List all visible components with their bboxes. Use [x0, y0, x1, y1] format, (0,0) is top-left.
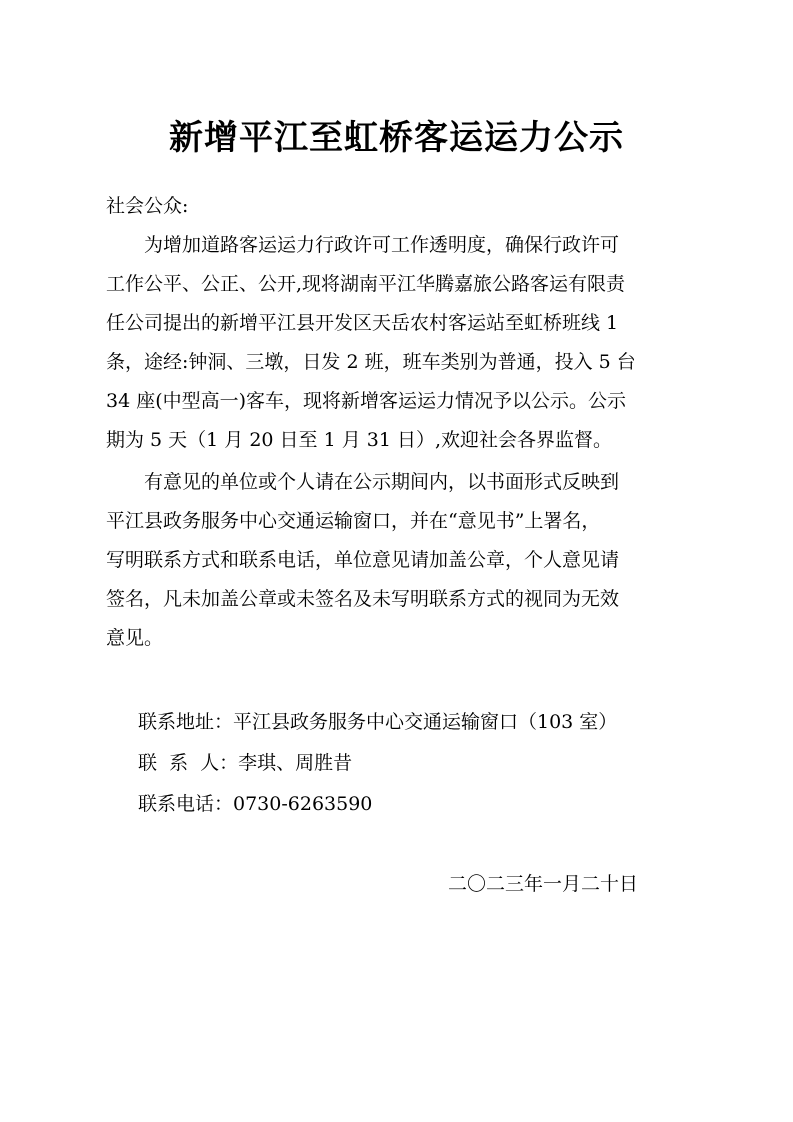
contact-phone: 联系电话：0730-6263590: [138, 793, 373, 815]
salutation: 社会公众:: [106, 195, 189, 217]
paragraph-line: 工作公平、公正、公开,现将湖南平江华腾嘉旅公路客运有限责: [106, 273, 626, 295]
paragraph-line: 期为 5 天（1 月 20 日至 1 月 31 日）,欢迎社会各界监督。: [106, 429, 613, 451]
paragraph-line: 有意见的单位或个人请在公示期间内，以书面形式反映到: [144, 471, 620, 493]
page-title: 新增平江至虹桥客运运力公示: [169, 118, 624, 158]
paragraph-line: 为增加道路客运运力行政许可工作透明度，确保行政许可: [144, 234, 620, 256]
paragraph-line: 写明联系方式和联系电话，单位意见请加盖公章，个人意见请: [106, 549, 620, 571]
paragraph-line: 签名，凡未加盖公章或未签名及未写明联系方式的视同为无效: [106, 588, 620, 610]
signature-date: 二〇二三年一月二十日: [448, 873, 639, 895]
paragraph-line: 平江县政务服务中心交通运输窗口，并在“意见书”上署名，: [106, 510, 601, 532]
contact-address: 联系地址：平江县政务服务中心交通运输窗口（103 室）: [138, 711, 618, 733]
paragraph-line: 任公司提出的新增平江县开发区天岳农村客运站至虹桥班线 1: [106, 312, 619, 334]
contact-person: 联 系 人：李琪、周胜昔: [138, 752, 353, 774]
paragraph-line: 34 座(中型高一)客车，现将新增客运运力情况予以公示。公示: [106, 390, 627, 412]
paragraph-line: 意见。: [106, 627, 164, 649]
paragraph-line: 条，途经:钟洞、三墩，日发 2 班，班车类别为普通，投入 5 台: [106, 351, 636, 373]
